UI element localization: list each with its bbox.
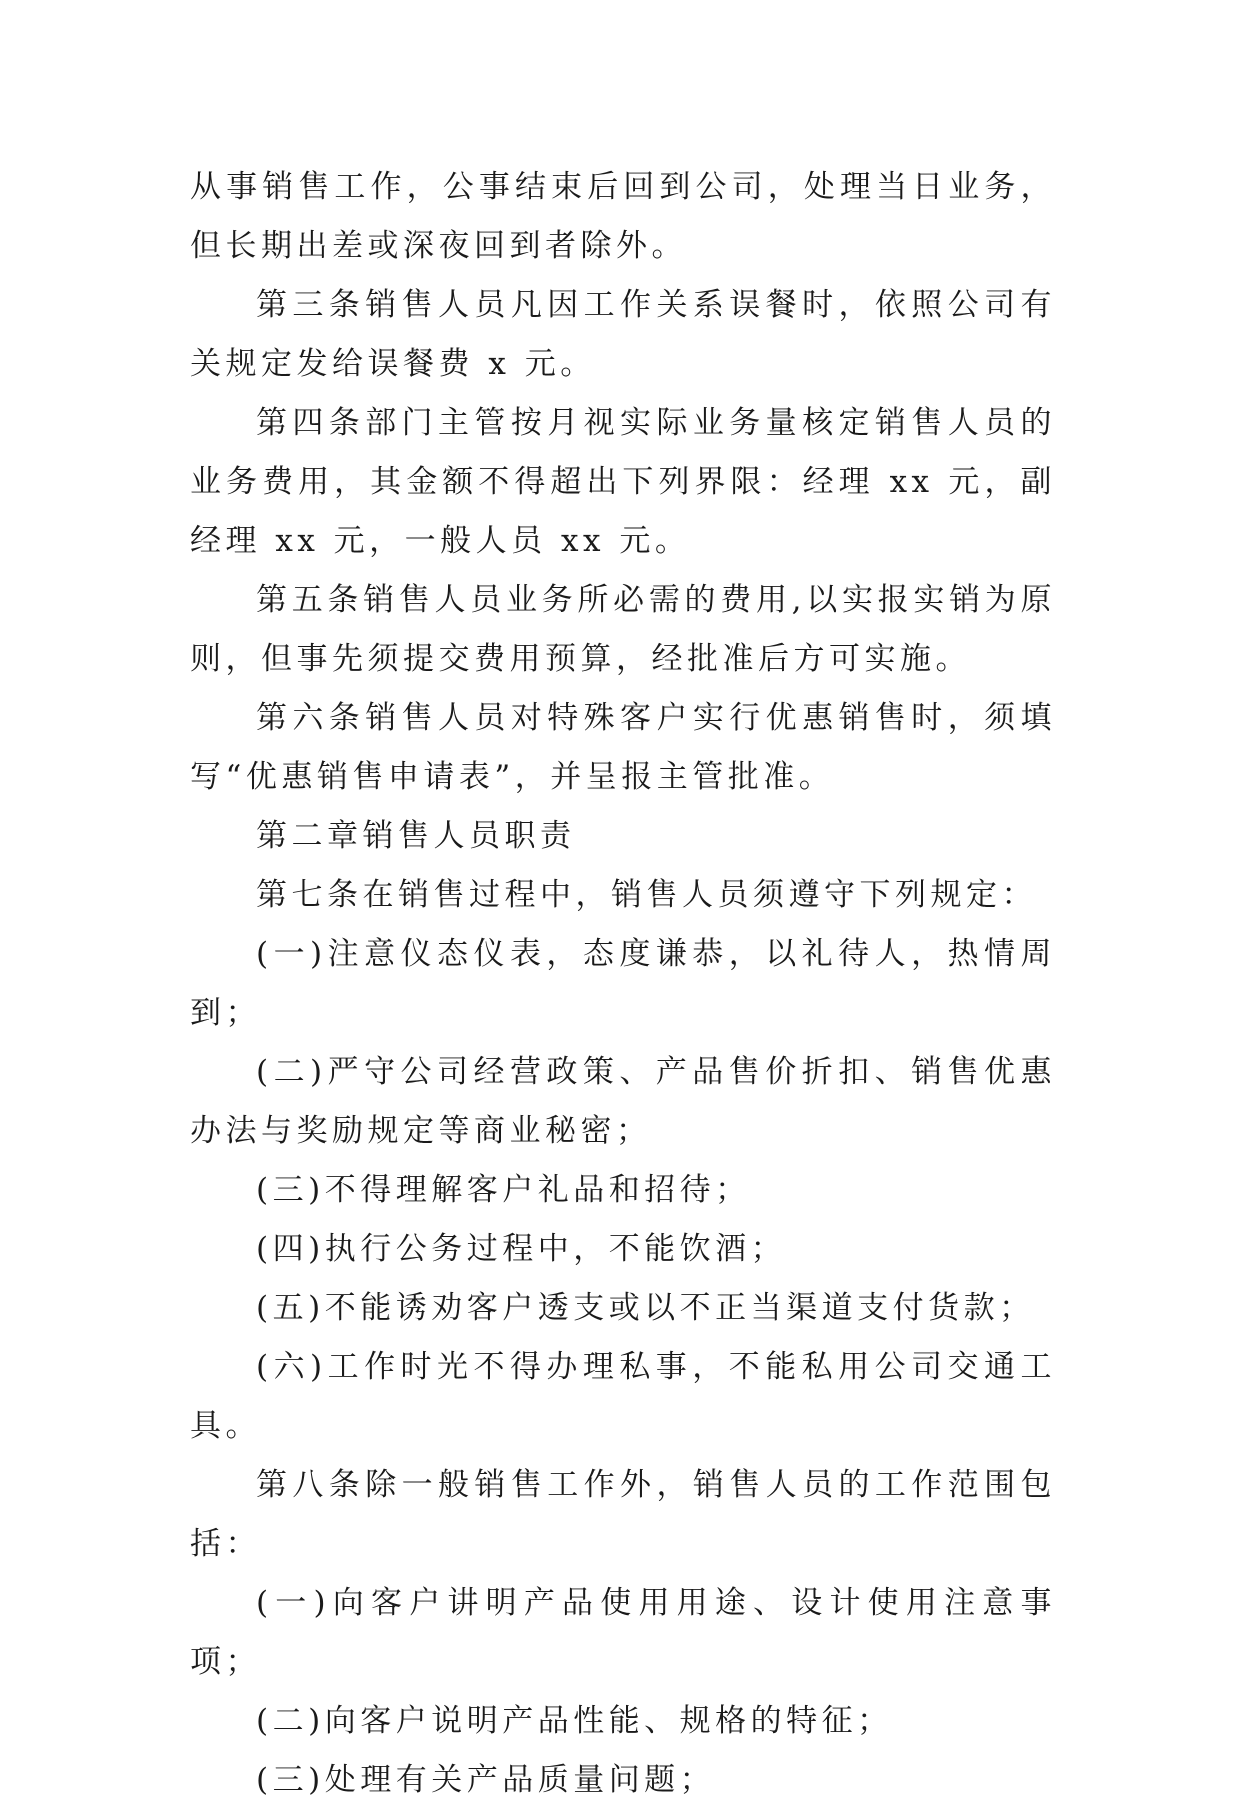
paragraph: 第五条销售人员业务所必需的费用,以实报实销为原则，但事先须提交费用预算，经批准后方可实施。 bbox=[190, 582, 1056, 677]
list-item: (二)向客户说明产品性能、规格的特征； bbox=[256, 1703, 893, 1739]
document-body bbox=[190, 158, 1056, 1810]
paragraph: 从事销售工作，公事结束后回到公司，处理当日业务，但长期出差或深夜回到者除外。 bbox=[190, 169, 1056, 264]
paragraph: 第七条在销售过程中，销售人员须遵守下列规定： bbox=[256, 877, 1037, 913]
list-item: (一)向客户讲明产品使用用途、设计使用注意事项； bbox=[190, 1585, 1056, 1680]
paragraph: 第三条销售人员凡因工作关系误餐时，依照公司有关规定发给误餐费 x 元。 bbox=[190, 287, 1056, 382]
list-item: (五)不能诱劝客户透支或以不正当渠道支付货款； bbox=[256, 1290, 1035, 1326]
list-item: (一)注意仪态仪表，态度谦恭，以礼待人，热情周到； bbox=[190, 936, 1056, 1031]
list-item: (二)严守公司经营政策、产品售价折扣、销售优惠办法与奖励规定等商业秘密； bbox=[190, 1054, 1056, 1149]
paragraph: 第八条除一般销售工作外，销售人员的工作范围包括： bbox=[190, 1467, 1056, 1562]
list-item: (四)执行公务过程中，不能饮酒； bbox=[256, 1231, 787, 1267]
paragraph: 第四条部门主管按月视实际业务量核定销售人员的业务费用，其金额不得超出下列界限：经理 xx 元，副经理 xx 元，一般人员 xx 元。 bbox=[190, 405, 1056, 559]
paragraph: 第六条销售人员对特殊客户实行优惠销售时，须填写“优惠销售申请表”，并呈报主管批准。 bbox=[190, 700, 1056, 795]
list-item: (三)不得理解客户礼品和招待； bbox=[256, 1172, 751, 1208]
chapter-heading: 第二章销售人员职责 bbox=[256, 818, 576, 854]
list-item: (六)工作时光不得办理私事，不能私用公司交通工具。 bbox=[190, 1349, 1056, 1444]
list-item: (三)处理有关产品质量问题； bbox=[256, 1762, 716, 1798]
